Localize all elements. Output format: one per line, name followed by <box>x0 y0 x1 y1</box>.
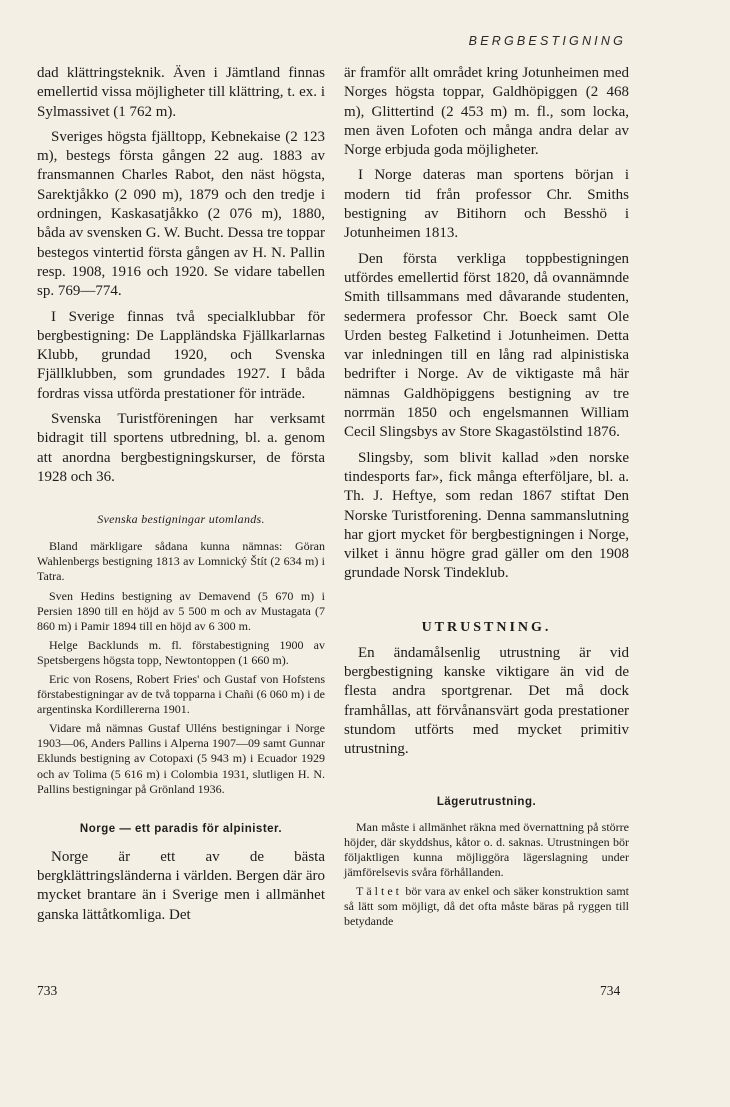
small-paragraph: Vidare må nämnas Gustaf Ulléns bestigningar i Norge 1903—06, Anders Pallins i Alperna 1907—09 samt Gunnar Eklunds bestigning av Cotopaxi (5 943 m) i Ecuador 1929 och av Tolima (5 616 m) i Colombia 1931, slutligen H. N. Pallins bestigningar på Grönland 1936. <box>37 721 325 796</box>
subheading-norway: Norge — ett paradis för alpinister. <box>79 822 283 835</box>
subheading-swedish-climbs-abroad: Svenska bestigningar utomlands. <box>97 512 265 527</box>
paragraph: dad klättringsteknik. Även i Jämtland finnas emellertid vissa möjligheter till klättring, t. ex. i Sylmassivet (1 762 m). <box>37 65 325 120</box>
paragraph: Slingsby, som blivit kallad »den norske tindesports far», fick många efterföljare, bl. a. Th. J. Heftye, som redan 1867 stiftat Den Norske Turistforening. Denna sammanslutning har gjort mycket för bergbestigningen i Norge, vilket i ännu högre grad gäller om den 1908 grundade Norsk Tindeklub. <box>344 449 629 582</box>
paragraph: Norge är ett av de bästa bergklättringsländerna i världen. Bergen där äro mycket brantare än i Sverige men i allmänhet ganska lättåtkomliga. Det <box>37 848 325 923</box>
small-paragraph <box>344 884 629 929</box>
paragraph: Svenska Turistföreningen har verksamt bidragit till sportens utbredning, bl. a. genom att anordna bergbestigningskurser, de första 1928 och 36. <box>37 411 325 485</box>
small-paragraph-text: bör vara av enkel och säker konstruktion samt så lätt som möjligt, då det ofta måste bäras på ryggen till betydande <box>344 883 629 929</box>
left-column <box>37 64 325 925</box>
paragraph: En ändamålsenlig utrustning är vid bergbestigning kanske viktigare än vid de flesta andra sportgrenar. Det må dock framhållas, att förvånansvärt goda prestationer stundom utförts med mycket primitiv utrustning. <box>344 644 629 758</box>
running-head: BERGBESTIGNING <box>468 34 626 48</box>
page-number-right: 734 <box>600 983 621 998</box>
subheading-camp-equipment: Lägerutrustning. <box>436 795 537 808</box>
paragraph: I Norge dateras man sportens början i modern tid från professor Chr. Smiths bestigning av Bitihorn och Besshö i Jotunheimen 1813. <box>344 167 629 242</box>
page-number-left: 733 <box>37 983 58 998</box>
small-paragraph: Man måste i allmänhet räkna med övernattning på större höjder, där skyddshus, kåtor o. d. saknas. Utrustningen bör följaktligen kunna möjliggöra lägerslagning under jämförelsevis svåra förhållanden. <box>344 819 629 879</box>
paragraph: Den första verkliga toppbestigningen utfördes emellertid först 1820, då ovannämnde Smith tillsammans med dåvarande studenten, sedermera professor Chr. Boeck samt Ole Urden besteg Falketind i Jotunheimen. Detta var inledningen till en lång rad alpinistiska bedrifter i Norge. Av de viktigaste må här nämnas Galdhöpiggens bestigning av tre norrmän 1850 och engelsmannen William Cecil Slingsbys av Store Skagastölstind 1876. <box>344 250 629 441</box>
small-paragraph: Helge Backlunds m. fl. förstabestigning 1900 av Spetsbergens högsta topp, Newtontoppen (1 660 m). <box>37 637 325 667</box>
right-column <box>344 64 629 929</box>
section-heading-equipment: UTRUSTNING. <box>421 619 552 635</box>
paragraph: Sveriges högsta fjälltopp, Kebnekaise (2 123 m), bestegs första gången 22 aug. 1883 av fransmannen Charles Rabot, den näst högsta, Sarektjåkko (2 090 m), 1879 och den tredje i ordningen, Kaskasatjåkko (2 076 m), 1880, båda av svensken G. W. Bucht. Dessa tre toppar bestegos vintertid första gången av H. N. Pallin resp. 1908, 1916 och 1920. Se vidare tabellen sp. 769—774. <box>37 128 325 300</box>
small-paragraph: Sven Hedins bestigning av Demavend (5 670 m) i Persien 1890 till en höjd av 5 500 m och av Mustagata (7 860 m) i Pamir 1894 till en höjd av 6 300 m. <box>37 588 325 633</box>
small-paragraph: Eric von Rosens, Robert Fries' och Gustaf von Hofstens förstabestigningar av de två topparna i Chañi (6 060 m) i de argentinska Kordillererna 1901. <box>37 671 325 717</box>
paragraph: I Sverige finnas två specialklubbar för bergbestigning: De Lappländska Fjällkarlarnas Klubb, grundad 1920, och Svenska Fjällklubben, som grundades 1927. I båda fordras vissa utförda prestationer för inträde. <box>37 308 325 402</box>
tent-term: Tältet <box>356 883 402 898</box>
small-paragraph: Bland märkligare sådana kunna nämnas: Göran Wahlenbergs bestigning 1813 av Lomnický Štít (2 634 m) i Tatra. <box>37 539 325 584</box>
paragraph: är framför allt området kring Jotunheimen med Norges högsta toppar, Galdhöpiggen (2 468 m), Glittertind (2 453 m) m. fl., som locka, men även Lofoten och många andra delar av Norge erbjuda goda möjligheter. <box>344 65 629 159</box>
